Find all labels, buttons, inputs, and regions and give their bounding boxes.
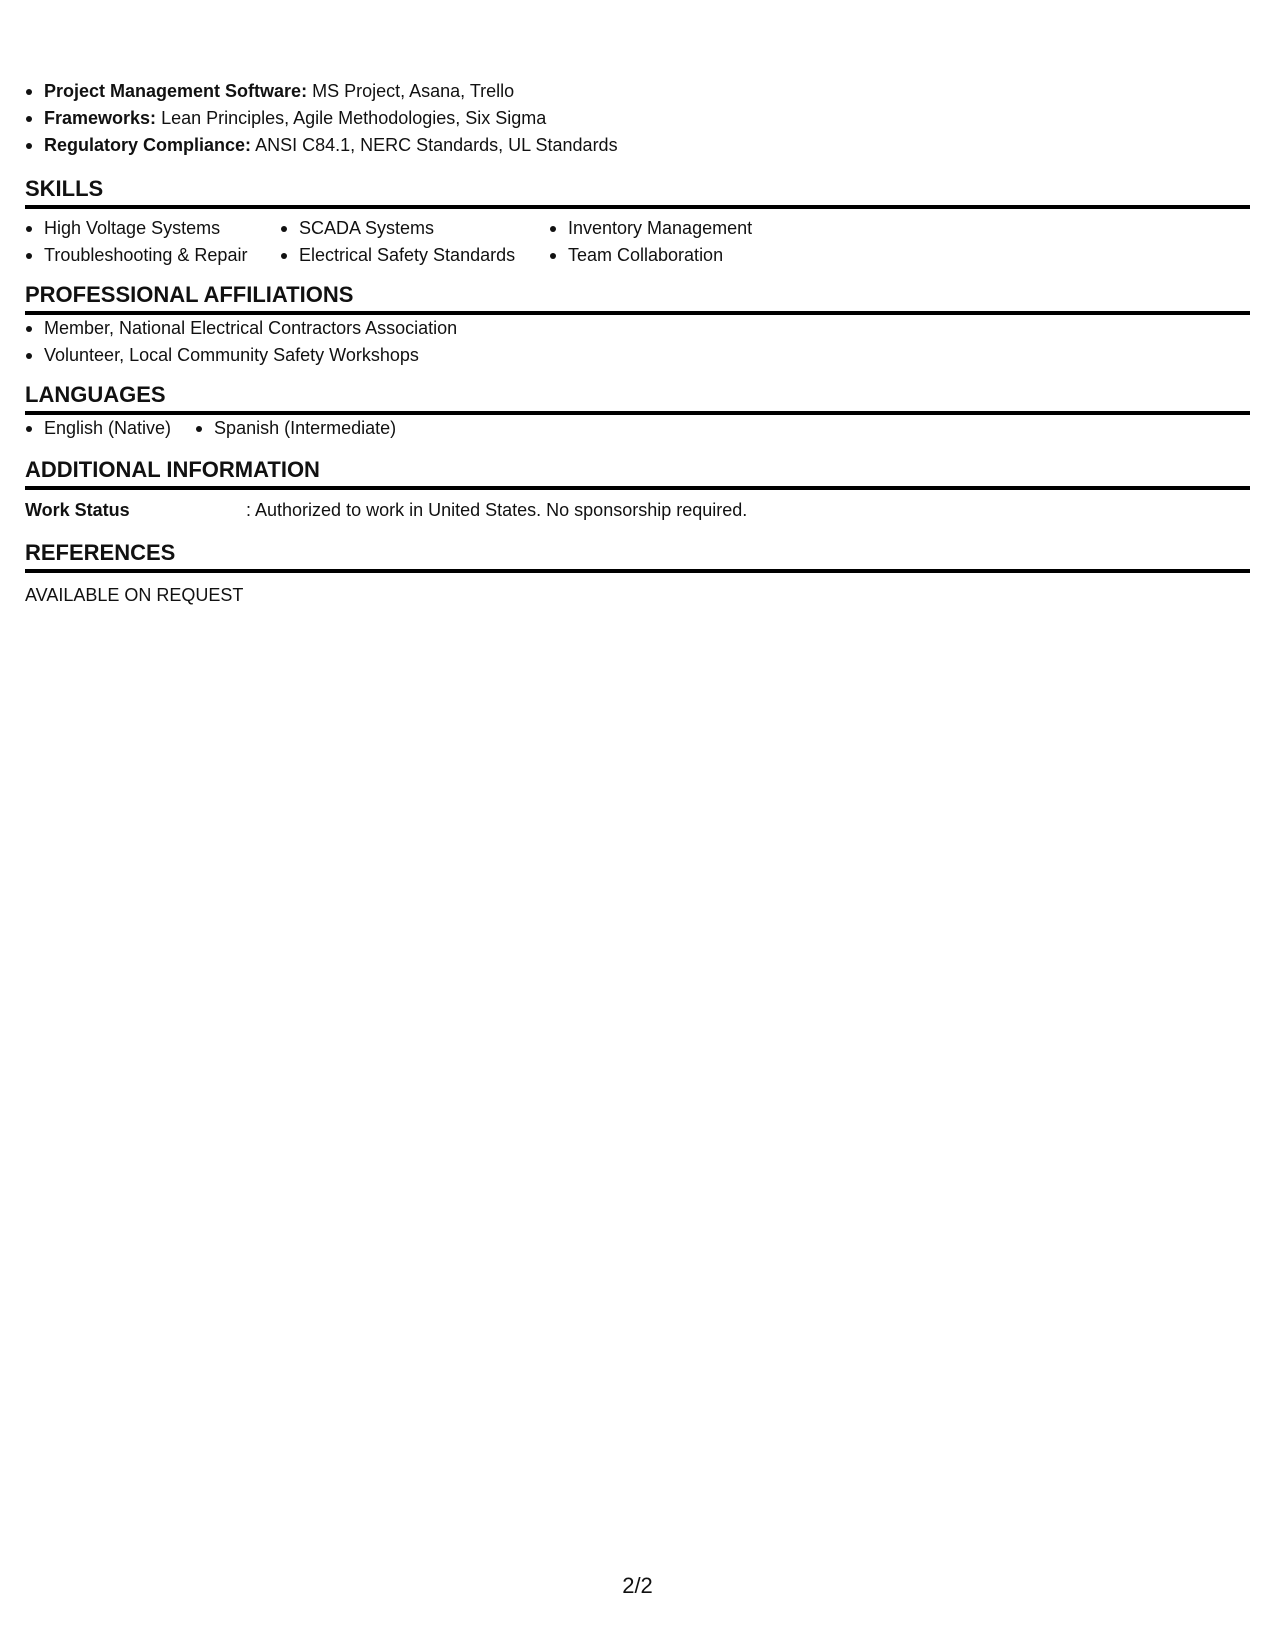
tool-category-value: Lean Principles, Agile Methodologies, Six Sigma (161, 108, 547, 128)
resume-page (25, 78, 1250, 609)
affiliation-item: Volunteer, Local Community Safety Workshops (25, 342, 1250, 369)
list-item (25, 78, 1250, 105)
tool-category-label: Project Management Software: (44, 81, 308, 101)
work-status-row (25, 490, 1250, 524)
skill-item: Electrical Safety Standards (280, 242, 549, 269)
skills-heading: SKILLS (25, 176, 1250, 209)
languages-list (25, 415, 1250, 442)
skills-column (25, 215, 280, 269)
skills-column (549, 215, 849, 269)
affiliation-item: Member, National Electrical Contractors Association (25, 315, 1250, 342)
affiliations-list (25, 315, 1250, 369)
skill-item: Troubleshooting & Repair (25, 242, 280, 269)
skill-item: High Voltage Systems (25, 215, 280, 242)
tool-category-value: MS Project, Asana, Trello (312, 81, 515, 101)
language-item: English (Native) (25, 415, 171, 442)
skills-column (280, 215, 549, 269)
work-status-label: Work Status (25, 500, 130, 520)
languages-heading: LANGUAGES (25, 382, 1250, 415)
skill-item: Team Collaboration (549, 242, 849, 269)
additional-info-heading: ADDITIONAL INFORMATION (25, 457, 1250, 490)
tool-category-label: Regulatory Compliance: (44, 135, 252, 155)
affiliations-heading: PROFESSIONAL AFFILIATIONS (25, 282, 1250, 315)
list-item (25, 132, 1250, 159)
page-number: 2/2 (622, 1573, 653, 1598)
skill-item: SCADA Systems (280, 215, 549, 242)
skills-grid (25, 209, 1250, 269)
references-text: AVAILABLE ON REQUEST (25, 585, 244, 605)
list-item (25, 105, 1250, 132)
skill-item: Inventory Management (549, 215, 849, 242)
work-status-value: : Authorized to work in United States. No sponsorship required. (246, 500, 748, 520)
tools-list (25, 78, 1250, 159)
language-item: Spanish (Intermediate) (195, 415, 396, 442)
tool-category-label: Frameworks: (44, 108, 157, 128)
tool-category-value: ANSI C84.1, NERC Standards, UL Standards (255, 135, 618, 155)
references-heading: REFERENCES (25, 540, 1250, 573)
